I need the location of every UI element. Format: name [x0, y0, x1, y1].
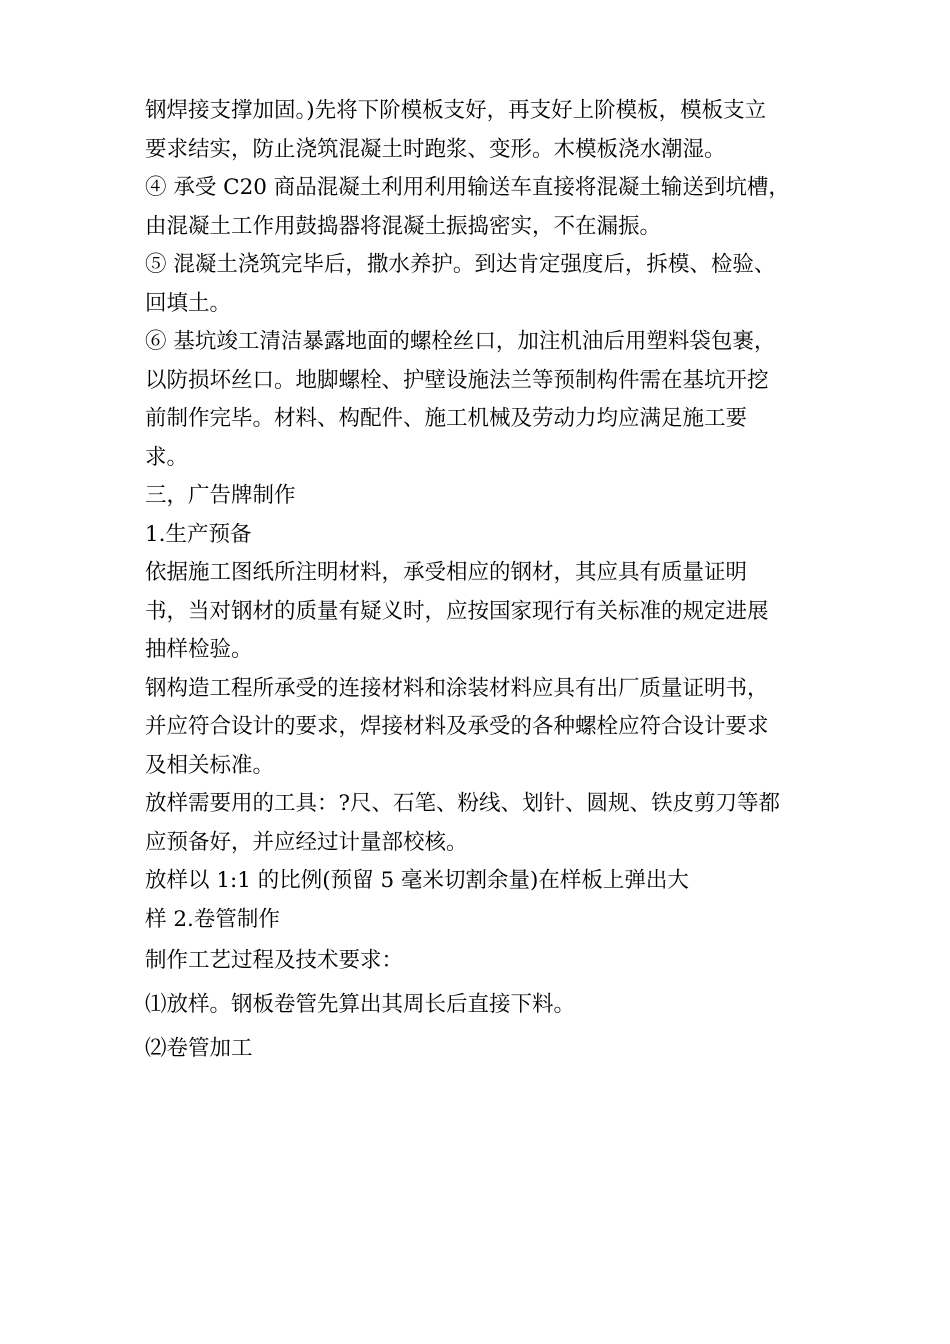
text-line: ④ 承受 C20 商品混凝土利用利用输送车直接将混凝土输送到坑槽，	[145, 175, 790, 200]
text-line: 抽样检验。	[145, 637, 253, 662]
subsection-heading: 1.生产预备	[145, 521, 252, 547]
text-line: 及相关标准。	[145, 752, 275, 778]
document-body	[145, 92, 815, 1071]
text-line: 钢焊接支撑加固。)先将下阶模板支好，再支好上阶模板，模板支立	[145, 98, 767, 123]
text-line: ⑵卷管加工	[145, 1036, 253, 1061]
text-line: 放样以 1:1 的比例(预留 5 毫米切割余量)在样板上弹出大	[145, 868, 689, 893]
text-line: 由混凝土工作用鼓捣器将混凝土振捣密实，不在漏振。	[145, 213, 662, 239]
text-line: ⑴放样。钢板卷管先算出其周长后直接下料。	[145, 992, 576, 1017]
text-line: 应预备好，并应经过计量部校核。	[145, 829, 468, 855]
text-line: 样 2.卷管制作	[145, 906, 280, 932]
text-line: 以防损坏丝口。地脚螺栓、护壁设施法兰等预制构件需在基坑开挖	[145, 367, 769, 393]
text-line: 并应符合设计的要求，焊接材料及承受的各种螺栓应符合设计要求	[145, 714, 769, 739]
text-line: 书，当对钢材的质量有疑义时，应按国家现行有关标准的规定进展	[145, 598, 769, 624]
section-heading: 三，广告牌制作	[145, 483, 296, 508]
text-line: 制作工艺过程及技术要求：	[145, 948, 404, 973]
text-line: 要求结实，防止浇筑混凝土时跑浆、变形。木模板浇水潮湿。	[145, 136, 726, 162]
text-line: 钢构造工程所承受的连接材料和涂装材料应具有出厂质量证明书，	[145, 675, 769, 701]
text-line: ⑥ 基坑竣工清洁暴露地面的螺栓丝口，加注机油后用塑料袋包裹，	[145, 329, 776, 354]
text-line: 依据施工图纸所注明材料，承受相应的钢材，其应具有质量证明	[145, 560, 748, 585]
text-line: 前制作完毕。材料、构配件、施工机械及劳动力均应满足施工要	[145, 406, 748, 431]
text-line: 求。	[145, 444, 189, 470]
text-line: ⑤ 混凝土浇筑完毕后，撒水养护。到达肯定强度后，拆模、检验、	[145, 252, 776, 277]
text-line: 回填土。	[145, 290, 232, 316]
text-line: 放样需要用的工具：?尺、石笔、粉线、划针、圆规、铁皮剪刀等都	[145, 791, 781, 816]
